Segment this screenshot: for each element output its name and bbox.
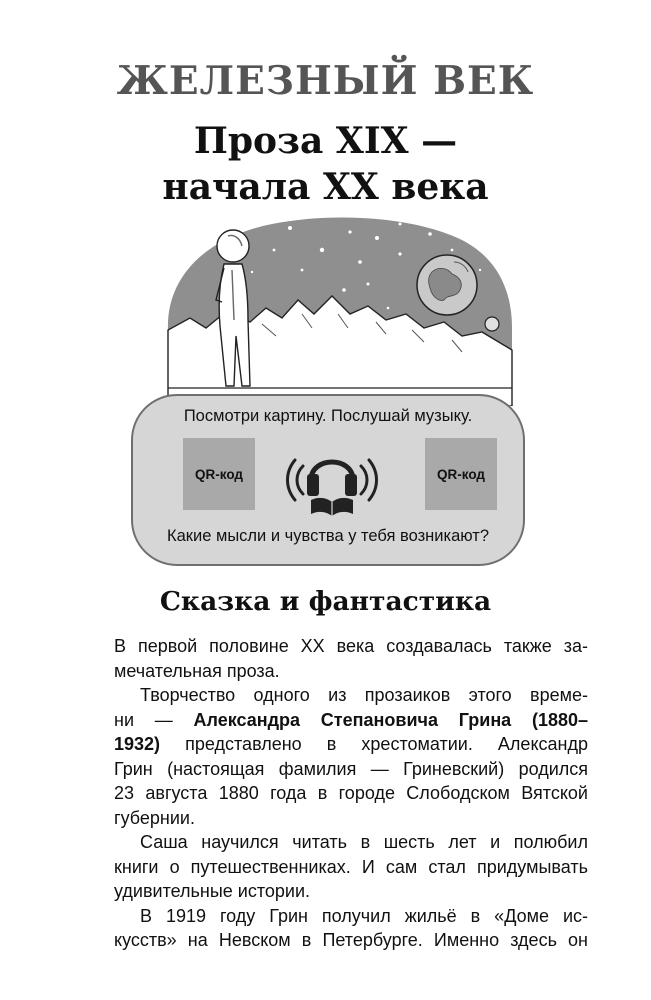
text-line <box>114 732 588 757</box>
text-line <box>114 708 588 733</box>
author-name: Александра Степановича Грина (1880– <box>193 709 589 730</box>
text-line: книги о путешественниках. И сам стал придумывать <box>114 856 588 877</box>
text-line: кусств» на Невском в Петербурге. Именно здесь он <box>114 930 588 950</box>
qr-code-right[interactable]: QR-код <box>425 438 497 510</box>
text-line: В первой половине XX века создавалась также за- <box>114 636 588 656</box>
text-line: 23 августа 1880 года в городе Слободском Вятской <box>114 783 588 803</box>
headphones-icon <box>285 438 379 518</box>
text-fragment: представлено в хрестоматии. Александр <box>185 734 588 754</box>
text-line: Грин (настоящая фамилия — Гриневский) родился <box>114 758 588 779</box>
text-line: удивительные истории. <box>114 881 311 901</box>
text-line: В 1919 году Грин получил жильё в «Доме ис- <box>140 905 588 926</box>
space-illustration <box>162 210 514 406</box>
qr-code-left[interactable]: QR-код <box>183 438 255 510</box>
media-prompt-bottom: Какие мысли и чувства у тебя возникают? <box>166 527 490 545</box>
chapter-title-line-1: Проза XIX — <box>193 120 458 162</box>
text-fragment: ни — <box>114 709 173 730</box>
media-panel <box>131 394 525 566</box>
author-years: 1932) <box>114 734 161 754</box>
text-line: Саша научился читать в шесть лет и полюбил <box>140 832 588 852</box>
chapter-title-line-2: начала XX века <box>162 166 489 208</box>
media-prompt-top: Посмотри картину. Послушай музыку. <box>183 407 473 425</box>
section-title: ЖЕЛЕЗНЫЙ ВЕК <box>116 58 535 104</box>
body-text <box>114 634 588 953</box>
text-line: губернии. <box>114 807 195 828</box>
text-line: Творчество одного из прозаиков этого време- <box>140 685 588 705</box>
subsection-title: Сказка и фантастика <box>159 586 492 617</box>
chapter-title <box>0 118 651 210</box>
text-line: мечательная проза. <box>114 660 280 681</box>
